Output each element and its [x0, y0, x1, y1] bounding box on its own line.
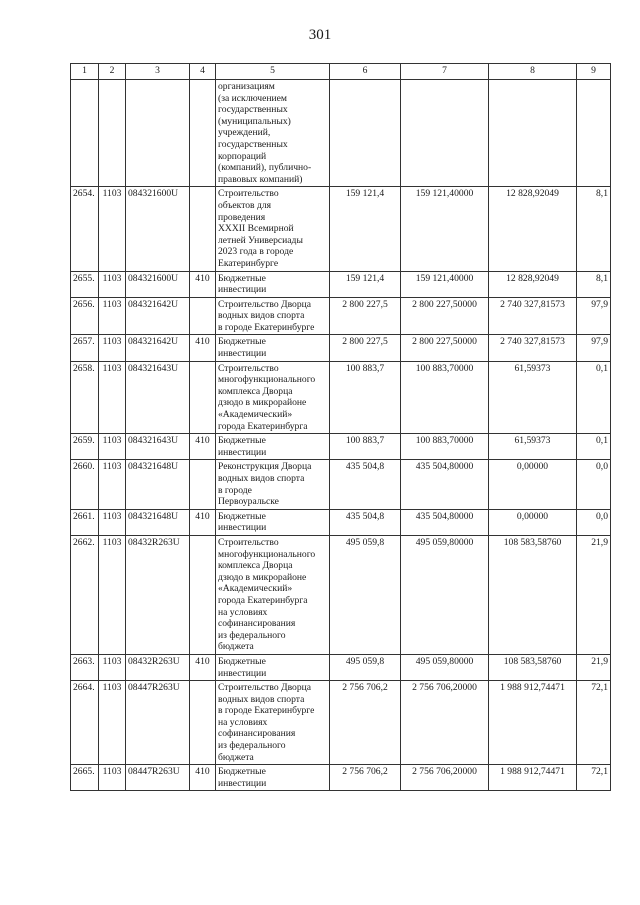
- expense-type-cell: [190, 681, 216, 765]
- section-code-cell: 1103: [99, 335, 126, 361]
- header-cell-4: 4: [190, 64, 216, 80]
- section-code-cell: 1103: [99, 681, 126, 765]
- approved-amount-cell: [401, 80, 489, 187]
- row-number-cell: 2659.: [71, 434, 99, 460]
- approved-amount-cell: 2 756 706,20000: [401, 765, 489, 791]
- executed-amount-cell: 108 583,58760: [489, 654, 577, 680]
- row-number-cell: 2658.: [71, 361, 99, 434]
- expense-type-cell: 410: [190, 271, 216, 297]
- execution-percent-cell: 72,1: [577, 681, 611, 765]
- plan-amount-cell: 2 756 706,2: [330, 681, 401, 765]
- target-article-cell: 08432R263U: [126, 654, 190, 680]
- item-name-cell: Строительство многофункционального комплекса Дворца дзюдо в микрорайоне «Академический» города Екатеринбурга: [216, 361, 330, 434]
- plan-amount-cell: 435 504,8: [330, 509, 401, 535]
- section-code-cell: 1103: [99, 509, 126, 535]
- plan-amount-cell: 495 059,8: [330, 654, 401, 680]
- target-article-cell: 08447R263U: [126, 681, 190, 765]
- row-number-cell: 2663.: [71, 654, 99, 680]
- approved-amount-cell: 2 800 227,50000: [401, 335, 489, 361]
- header-cell-9: 9: [577, 64, 611, 80]
- expense-type-cell: 410: [190, 509, 216, 535]
- header-cell-3: 3: [126, 64, 190, 80]
- target-article-cell: 084321642U: [126, 335, 190, 361]
- table-row: [71, 271, 611, 297]
- expense-type-cell: [190, 187, 216, 271]
- plan-amount-cell: 495 059,8: [330, 535, 401, 654]
- row-number-cell: 2665.: [71, 765, 99, 791]
- section-code-cell: 1103: [99, 765, 126, 791]
- plan-amount-cell: 435 504,8: [330, 460, 401, 509]
- item-name-cell: Строительство Дворца водных видов спорта в городе Екатеринбурге на условиях софинансирования из федерального бюджета: [216, 681, 330, 765]
- plan-amount-cell: 100 883,7: [330, 361, 401, 434]
- execution-percent-cell: 97,9: [577, 335, 611, 361]
- item-name-cell: Строительство объектов для проведения XXXII Всемирной летней Универсиады 2023 года в городе Екатеринбурге: [216, 187, 330, 271]
- table-body: [71, 80, 611, 791]
- approved-amount-cell: 2 756 706,20000: [401, 681, 489, 765]
- approved-amount-cell: 100 883,70000: [401, 434, 489, 460]
- header-cell-5: 5: [216, 64, 330, 80]
- expense-type-cell: [190, 361, 216, 434]
- executed-amount-cell: 2 740 327,81573: [489, 297, 577, 335]
- table-row: [71, 535, 611, 654]
- header-cell-1: 1: [71, 64, 99, 80]
- row-number-cell: 2656.: [71, 297, 99, 335]
- expense-type-cell: 410: [190, 765, 216, 791]
- section-code-cell: 1103: [99, 187, 126, 271]
- budget-table: [70, 63, 611, 791]
- target-article-cell: 084321600U: [126, 187, 190, 271]
- approved-amount-cell: 435 504,80000: [401, 460, 489, 509]
- execution-percent-cell: 8,1: [577, 187, 611, 271]
- expense-type-cell: [190, 535, 216, 654]
- row-number-cell: 2664.: [71, 681, 99, 765]
- table-row: [71, 80, 611, 187]
- plan-amount-cell: 2 756 706,2: [330, 765, 401, 791]
- row-number-cell: 2655.: [71, 271, 99, 297]
- approved-amount-cell: 100 883,70000: [401, 361, 489, 434]
- item-name-cell: организациям (за исключением государственных (муниципальных) учреждений, государственных корпораций (компаний), публично- правовых компаний): [216, 80, 330, 187]
- header-cell-2: 2: [99, 64, 126, 80]
- target-article-cell: 084321643U: [126, 434, 190, 460]
- row-number-cell: 2654.: [71, 187, 99, 271]
- executed-amount-cell: 61,59373: [489, 434, 577, 460]
- approved-amount-cell: 495 059,80000: [401, 654, 489, 680]
- row-number-cell: 2661.: [71, 509, 99, 535]
- executed-amount-cell: 108 583,58760: [489, 535, 577, 654]
- section-code-cell: 1103: [99, 535, 126, 654]
- row-number-cell: 2662.: [71, 535, 99, 654]
- target-article-cell: [126, 80, 190, 187]
- expense-type-cell: [190, 297, 216, 335]
- target-article-cell: 084321648U: [126, 509, 190, 535]
- table-row: [71, 335, 611, 361]
- execution-percent-cell: 21,9: [577, 535, 611, 654]
- target-article-cell: 08447R263U: [126, 765, 190, 791]
- row-number-cell: [71, 80, 99, 187]
- execution-percent-cell: 72,1: [577, 765, 611, 791]
- target-article-cell: 084321642U: [126, 297, 190, 335]
- target-article-cell: 084321643U: [126, 361, 190, 434]
- executed-amount-cell: 0,00000: [489, 509, 577, 535]
- plan-amount-cell: 2 800 227,5: [330, 297, 401, 335]
- header-cell-8: 8: [489, 64, 577, 80]
- item-name-cell: Строительство многофункционального комплекса Дворца дзюдо в микрорайоне «Академический» города Екатеринбурга на условиях софинансирования из федерального бюджета: [216, 535, 330, 654]
- table-row: [71, 361, 611, 434]
- table-row: [71, 509, 611, 535]
- plan-amount-cell: 100 883,7: [330, 434, 401, 460]
- executed-amount-cell: [489, 80, 577, 187]
- table-row: [71, 434, 611, 460]
- executed-amount-cell: 61,59373: [489, 361, 577, 434]
- executed-amount-cell: 12 828,92049: [489, 187, 577, 271]
- execution-percent-cell: 0,1: [577, 361, 611, 434]
- target-article-cell: 08432R263U: [126, 535, 190, 654]
- expense-type-cell: [190, 460, 216, 509]
- executed-amount-cell: 12 828,92049: [489, 271, 577, 297]
- item-name-cell: Бюджетные инвестиции: [216, 765, 330, 791]
- approved-amount-cell: 435 504,80000: [401, 509, 489, 535]
- item-name-cell: Бюджетные инвестиции: [216, 654, 330, 680]
- table-row: [71, 297, 611, 335]
- item-name-cell: Бюджетные инвестиции: [216, 509, 330, 535]
- plan-amount-cell: 2 800 227,5: [330, 335, 401, 361]
- expense-type-cell: [190, 80, 216, 187]
- section-code-cell: 1103: [99, 654, 126, 680]
- plan-amount-cell: 159 121,4: [330, 271, 401, 297]
- execution-percent-cell: 0,0: [577, 509, 611, 535]
- expense-type-cell: 410: [190, 654, 216, 680]
- execution-percent-cell: 0,0: [577, 460, 611, 509]
- plan-amount-cell: [330, 80, 401, 187]
- table-header: [71, 64, 611, 80]
- approved-amount-cell: 495 059,80000: [401, 535, 489, 654]
- section-code-cell: 1103: [99, 361, 126, 434]
- approved-amount-cell: 2 800 227,50000: [401, 297, 489, 335]
- executed-amount-cell: 1 988 912,74471: [489, 681, 577, 765]
- header-cell-6: 6: [330, 64, 401, 80]
- item-name-cell: Бюджетные инвестиции: [216, 434, 330, 460]
- table-row: [71, 681, 611, 765]
- table-row: [71, 654, 611, 680]
- target-article-cell: 084321648U: [126, 460, 190, 509]
- executed-amount-cell: 0,00000: [489, 460, 577, 509]
- header-row: [71, 64, 611, 80]
- section-code-cell: [99, 80, 126, 187]
- execution-percent-cell: 21,9: [577, 654, 611, 680]
- row-number-cell: 2660.: [71, 460, 99, 509]
- section-code-cell: 1103: [99, 271, 126, 297]
- item-name-cell: Строительство Дворца водных видов спорта в городе Екатеринбурге: [216, 297, 330, 335]
- approved-amount-cell: 159 121,40000: [401, 271, 489, 297]
- approved-amount-cell: 159 121,40000: [401, 187, 489, 271]
- execution-percent-cell: 8,1: [577, 271, 611, 297]
- execution-percent-cell: [577, 80, 611, 187]
- table-row: [71, 187, 611, 271]
- header-cell-7: 7: [401, 64, 489, 80]
- item-name-cell: Бюджетные инвестиции: [216, 335, 330, 361]
- executed-amount-cell: 2 740 327,81573: [489, 335, 577, 361]
- target-article-cell: 084321600U: [126, 271, 190, 297]
- execution-percent-cell: 97,9: [577, 297, 611, 335]
- table-row: [71, 765, 611, 791]
- row-number-cell: 2657.: [71, 335, 99, 361]
- executed-amount-cell: 1 988 912,74471: [489, 765, 577, 791]
- table-row: [71, 460, 611, 509]
- page-number: 301: [308, 27, 332, 43]
- expense-type-cell: 410: [190, 335, 216, 361]
- section-code-cell: 1103: [99, 460, 126, 509]
- item-name-cell: Реконструкция Дворца водных видов спорта в городе Первоуральске: [216, 460, 330, 509]
- section-code-cell: 1103: [99, 434, 126, 460]
- section-code-cell: 1103: [99, 297, 126, 335]
- execution-percent-cell: 0,1: [577, 434, 611, 460]
- item-name-cell: Бюджетные инвестиции: [216, 271, 330, 297]
- plan-amount-cell: 159 121,4: [330, 187, 401, 271]
- expense-type-cell: 410: [190, 434, 216, 460]
